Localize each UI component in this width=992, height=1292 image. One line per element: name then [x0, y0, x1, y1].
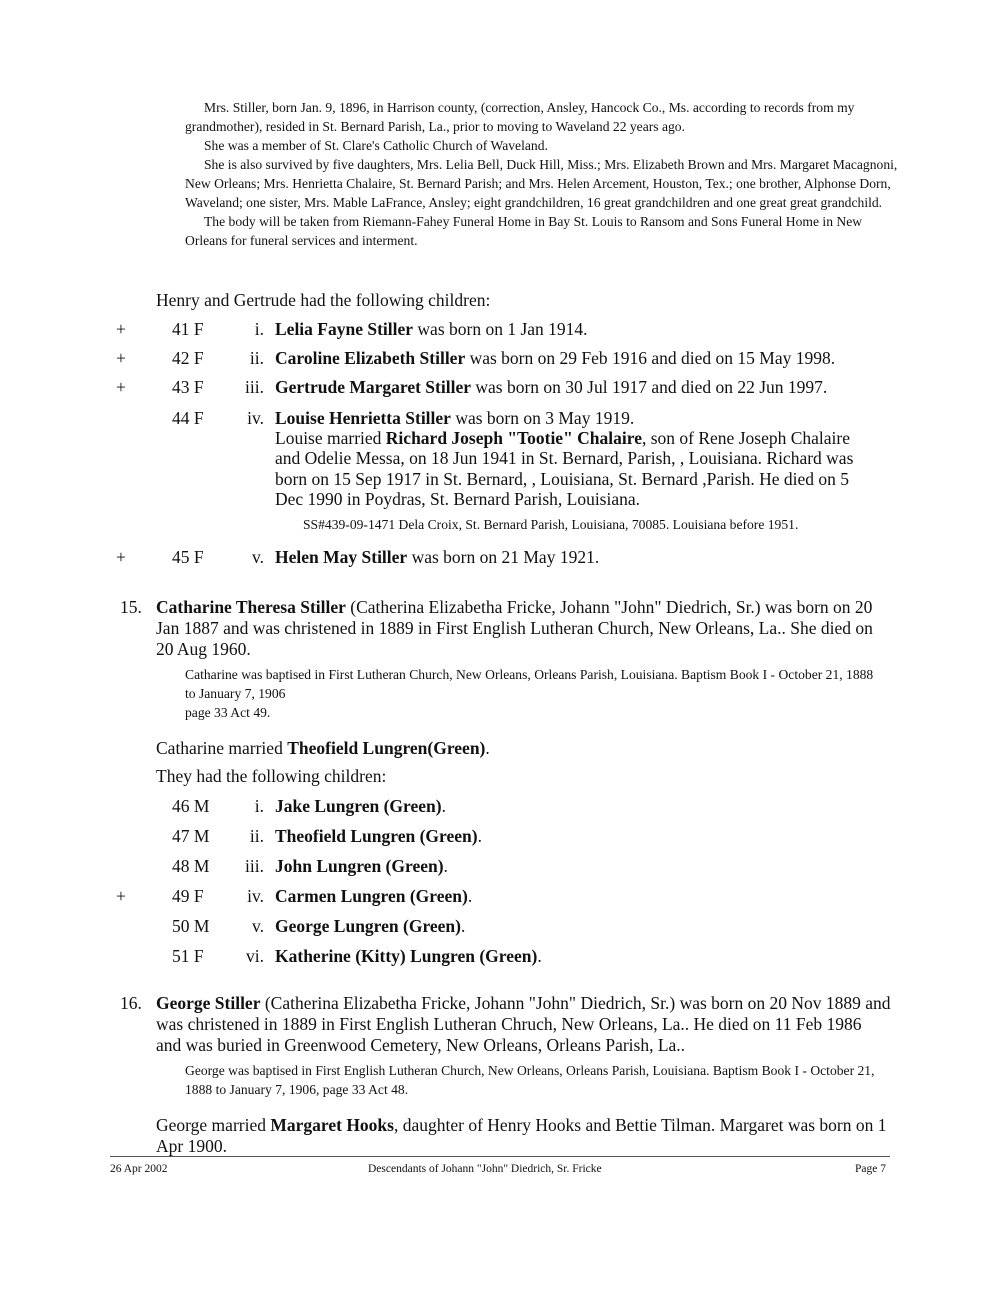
child-ordinal: i.: [254, 319, 264, 339]
child-name: Lelia Fayne Stiller: [275, 319, 414, 339]
child-ordinal: i.: [254, 796, 264, 816]
child-entry: [275, 946, 542, 967]
child-details: .: [443, 856, 448, 876]
child-number: 42 F: [172, 348, 204, 368]
child-ordinal: iii.: [245, 377, 264, 397]
child-number: 47 M: [172, 826, 210, 846]
obituary-paragraph: The body will be taken from Riemann-Fahey Funeral Home in Bay St. Louis to Ransom and Sons Funeral Home in New Orleans for funeral services and interment.: [185, 214, 863, 248]
marriage-details: , daughter of Henry Hooks and Bettie Tilman. Margaret was born on 1 Apr 1900.: [156, 1115, 887, 1156]
child-entry: [275, 319, 588, 340]
child-entry: [275, 886, 472, 907]
marriage-line: [156, 738, 490, 759]
marriage-text: Louise married: [275, 428, 386, 448]
person-details: (Catherina Elizabetha Fricke, Johann "John" Diedrich, Sr.) was born on 20 Nov 1889 and was christened in 1889 in First English Lutheran Chruch, New Orleans, La.. He died on 11 Feb 1986 and was buried in Greenwood Cemetery, New Orleans, Orleans Parish, La..: [156, 993, 891, 1055]
entry-paragraph: [156, 597, 891, 660]
child-name: Helen May Stiller: [275, 547, 408, 567]
obituary-paragraph: She is also survived by five daughters, Mrs. Lelia Bell, Duck Hill, Miss.; Mrs. Elizabeth Brown and Mrs. Margaret Macagnoni, New Orleans; Mrs. Henrietta Chalaire, St. Bernard Parish; and Mrs. Helen Arcement, Houston, Tex.; one brother, Alphonse Dorn, Waveland; one sister, Mrs. Mable LaFrance, Ansley; eight grandchildren, 16 great grandchildren and one great great grandchild.: [185, 157, 898, 210]
obituary-paragraph: She was a member of St. Clare's Catholic Church of Waveland.: [204, 138, 548, 153]
footer-title: Descendants of Johann "John" Diedrich, Sr. Fricke: [368, 1163, 602, 1175]
child-number: 51 F: [172, 946, 204, 966]
child-name: Jake Lungren (Green): [275, 796, 442, 816]
child-details: .: [461, 916, 466, 936]
ss-note: SS#439-09-1471 Dela Croix, St. Bernard Parish, Louisiana, 70085. Louisiana before 1951.: [303, 517, 799, 532]
child-ordinal: ii.: [249, 348, 264, 368]
children-intro: Henry and Gertrude had the following children:: [156, 290, 491, 310]
child-ordinal: iv.: [247, 408, 264, 428]
baptism-note: George was baptised in First English Lutheran Church, New Orleans, Orleans Parish, Louisiana. Baptism Book I - October 21, 1888 to January 7, 1906, page 33 Act 48.: [185, 1063, 875, 1097]
person-details: (Catherina Elizabetha Fricke, Johann "John" Diedrich, Sr.) was born on 20 Jan 1887 and was christened in 1889 in First English Lutheran Church, New Orleans, La.. She died on 20 Aug 1960.: [156, 597, 873, 659]
has-descendants-marker: +: [116, 547, 126, 567]
entry-paragraph: [156, 993, 891, 1056]
child-entry: [275, 377, 827, 398]
child-details: .: [537, 946, 542, 966]
child-number: 49 F: [172, 886, 204, 906]
marriage-details: , son of Rene Joseph Chalaire and Odelie Messa, on 18 Jun 1941 in St. Bernard, Parish, , Louisiana. Richard was born on 15 Sep 1917 in St. Bernard, , Louisiana, St. Bernard ,Parish. He died on 5 Dec 1990 in Poydras, St. Bernard Parish, Louisiana.: [275, 428, 854, 510]
has-descendants-marker: +: [116, 319, 126, 339]
child-name: Gertrude Margaret Stiller: [275, 377, 471, 397]
entry-number: 15.: [120, 597, 142, 617]
child-entry: [275, 796, 446, 817]
child-entry: [275, 916, 465, 937]
spouse-name: Margaret Hooks: [270, 1115, 394, 1135]
marriage-text: George married: [156, 1115, 271, 1135]
child-details: was born on 21 May 1921.: [407, 547, 600, 567]
spouse-name: Richard Joseph "Tootie" Chalaire: [385, 428, 642, 448]
child-details: .: [441, 796, 446, 816]
marriage-text: Catharine married: [156, 738, 288, 758]
child-ordinal: iii.: [245, 856, 264, 876]
child-number: 43 F: [172, 377, 204, 397]
marriage-paragraph: [156, 1115, 896, 1157]
child-entry: [275, 408, 634, 429]
footer-date: 26 Apr 2002: [110, 1163, 168, 1175]
child-number: 44 F: [172, 408, 204, 428]
child-entry: [275, 348, 835, 369]
child-ordinal: v.: [252, 916, 264, 936]
child-name: Caroline Elizabeth Stiller: [275, 348, 466, 368]
person-name: George Stiller: [156, 993, 261, 1013]
child-entry: [275, 547, 599, 568]
child-details: .: [477, 826, 482, 846]
child-entry: [275, 826, 482, 847]
child-ordinal: ii.: [249, 826, 264, 846]
obituary-paragraph: Mrs. Stiller, born Jan. 9, 1896, in Harrison county, (correction, Ansley, Hancock Co., Ms. according to records from my grandmother), resided in St. Bernard Parish, La., prior to moving to Waveland 22 years ago.: [185, 100, 855, 134]
entry-number: 16.: [120, 993, 142, 1013]
has-descendants-marker: +: [116, 886, 126, 906]
children-intro: They had the following children:: [156, 766, 387, 786]
child-ordinal: vi.: [246, 946, 264, 966]
has-descendants-marker: +: [116, 377, 126, 397]
child-entry: [275, 856, 448, 877]
child-details: was born on 29 Feb 1916 and died on 15 May 1998.: [465, 348, 836, 368]
marriage-end: .: [485, 738, 490, 758]
child-number: 41 F: [172, 319, 204, 339]
child-details: was born on 3 May 1919.: [450, 408, 635, 428]
person-name: Catharine Theresa Stiller: [156, 597, 346, 617]
louise-marriage-paragraph: [275, 428, 875, 510]
obituary-text: [185, 98, 900, 250]
has-descendants-marker: +: [116, 348, 126, 368]
child-number: 48 M: [172, 856, 210, 876]
child-ordinal: iv.: [247, 886, 264, 906]
child-name: John Lungren (Green): [275, 856, 444, 876]
child-number: 46 M: [172, 796, 210, 816]
child-name: Louise Henrietta Stiller: [275, 408, 451, 428]
child-name: George Lungren (Green): [275, 916, 461, 936]
footer-page-number: Page 7: [855, 1163, 886, 1175]
spouse-name: Theofield Lungren(Green): [287, 738, 486, 758]
footer-divider: [110, 1156, 890, 1157]
child-details: was born on 1 Jan 1914.: [413, 319, 588, 339]
child-name: Katherine (Kitty) Lungren (Green): [275, 946, 538, 966]
child-details: was born on 30 Jul 1917 and died on 22 Jun 1997.: [471, 377, 828, 397]
child-ordinal: v.: [252, 547, 264, 567]
child-number: 45 F: [172, 547, 204, 567]
child-name: Theofield Lungren (Green): [275, 826, 478, 846]
child-number: 50 M: [172, 916, 210, 936]
child-name: Carmen Lungren (Green): [275, 886, 468, 906]
child-details: .: [467, 886, 473, 906]
baptism-note: Catharine was baptised in First Lutheran Church, New Orleans, Orleans Parish, Louisiana. Baptism Book I - October 21, 1888 to January 7, 1906 page 33 Act 49.: [185, 667, 874, 720]
